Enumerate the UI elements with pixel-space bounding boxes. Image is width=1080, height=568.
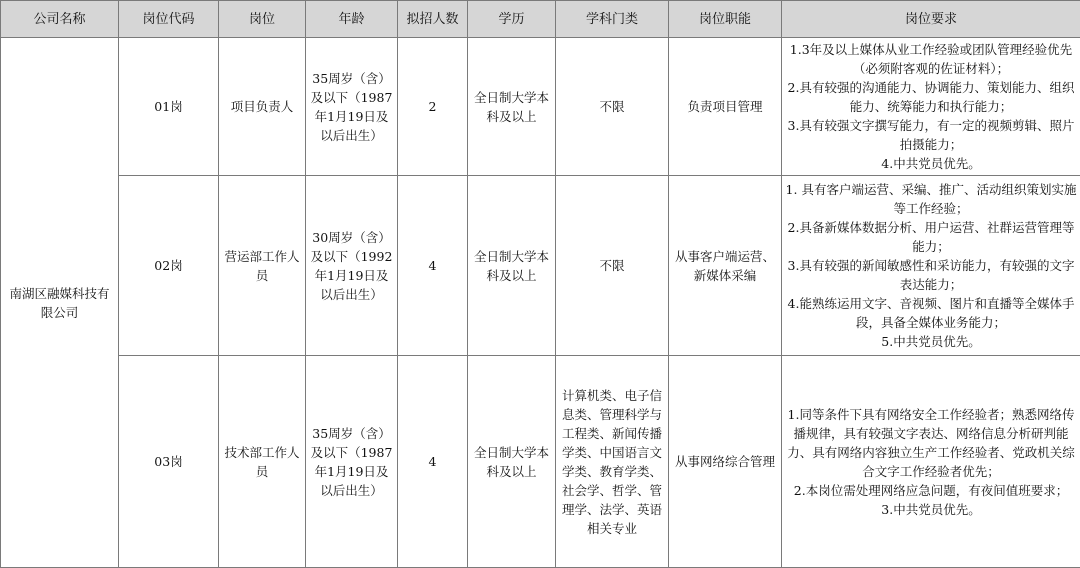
header-requirements: 岗位要求: [782, 1, 1080, 38]
position-code-cell: 01岗: [119, 38, 219, 176]
header-row: [1, 1, 1080, 38]
requirement-item: 2.具备新媒体数据分析、用户运营、社群运营管理等能力；: [785, 218, 1077, 256]
requirements-cell: [782, 38, 1080, 176]
requirement-item: 1.同等条件下具有网络安全工作经验者；熟悉网络传播规律，具有较强文字表达、网络信息分析研判能力、具有网络内容独立生产工作经验者、党政机关综合文字工作经验者优先；: [785, 405, 1077, 481]
discipline-cell: 不限: [556, 38, 669, 176]
requirement-item: 3.中共党员优先。: [785, 500, 1077, 519]
discipline-cell: 不限: [556, 176, 669, 356]
requirement-item: 1. 具有客户端运营、采编、推广、活动组织策划实施等工作经验；: [785, 180, 1077, 218]
header-company: 公司名称: [1, 1, 119, 38]
requirement-item: 3.具有较强的新闻敏感性和采访能力，有较强的文字表达能力；: [785, 256, 1077, 294]
count-cell: 4: [398, 356, 468, 568]
requirement-item: 5.中共党员优先。: [785, 332, 1077, 351]
function-cell: 从事客户端运营、新媒体采编: [669, 176, 782, 356]
function-cell: 从事网络综合管理: [669, 356, 782, 568]
position-cell: 技术部工作人员: [219, 356, 306, 568]
header-education: 学历: [468, 1, 556, 38]
age-cell: 35周岁（含）及以下（1987年1月19日及以后出生）: [306, 356, 398, 568]
requirement-item: 2.具有较强的沟通能力、协调能力、策划能力、组织能力、统筹能力和执行能力；: [785, 78, 1077, 116]
table-row: [1, 38, 1080, 176]
requirements-list: [785, 40, 1077, 173]
education-cell: 全日制大学本科及以上: [468, 38, 556, 176]
requirements-list: [785, 405, 1077, 519]
header-function: 岗位职能: [669, 1, 782, 38]
header-discipline: 学科门类: [556, 1, 669, 38]
requirements-list: [785, 180, 1077, 351]
table-row: [1, 356, 1080, 568]
position-code-cell: 03岗: [119, 356, 219, 568]
age-cell: 35周岁（含）及以下（1987年1月19日及以后出生）: [306, 38, 398, 176]
requirement-item: 2.本岗位需处理网络应急问题，有夜间值班要求；: [785, 481, 1077, 500]
function-cell: 负责项目管理: [669, 38, 782, 176]
age-cell: 30周岁（含）及以下（1992年1月19日及以后出生）: [306, 176, 398, 356]
requirement-item: 3.具有较强文字撰写能力，有一定的视频剪辑、照片拍摄能力；: [785, 116, 1077, 154]
header-age: 年龄: [306, 1, 398, 38]
education-cell: 全日制大学本科及以上: [468, 176, 556, 356]
company-name-cell: 南湖区融媒科技有限公司: [1, 38, 119, 568]
header-code: 岗位代码: [119, 1, 219, 38]
count-cell: 4: [398, 176, 468, 356]
requirement-item: 4.能熟练运用文字、音视频、图片和直播等全媒体手段，具备全媒体业务能力；: [785, 294, 1077, 332]
discipline-cell: 计算机类、电子信息类、管理科学与工程类、新闻传播学类、中国语言文学类、教育学类、社会学、哲学、管理学、法学、英语相关专业: [556, 356, 669, 568]
education-cell: 全日制大学本科及以上: [468, 356, 556, 568]
header-position: 岗位: [219, 1, 306, 38]
count-cell: 2: [398, 38, 468, 176]
requirement-item: 4.中共党员优先。: [785, 154, 1077, 173]
table-row: [1, 176, 1080, 356]
position-code-cell: 02岗: [119, 176, 219, 356]
requirements-cell: [782, 356, 1080, 568]
position-cell: 营运部工作人员: [219, 176, 306, 356]
header-count: 拟招人数: [398, 1, 468, 38]
requirements-cell: [782, 176, 1080, 356]
requirement-item: 1.3年及以上媒体从业工作经验或团队管理经验优先（必须附客观的佐证材料）；: [785, 40, 1077, 78]
position-cell: 项目负责人: [219, 38, 306, 176]
